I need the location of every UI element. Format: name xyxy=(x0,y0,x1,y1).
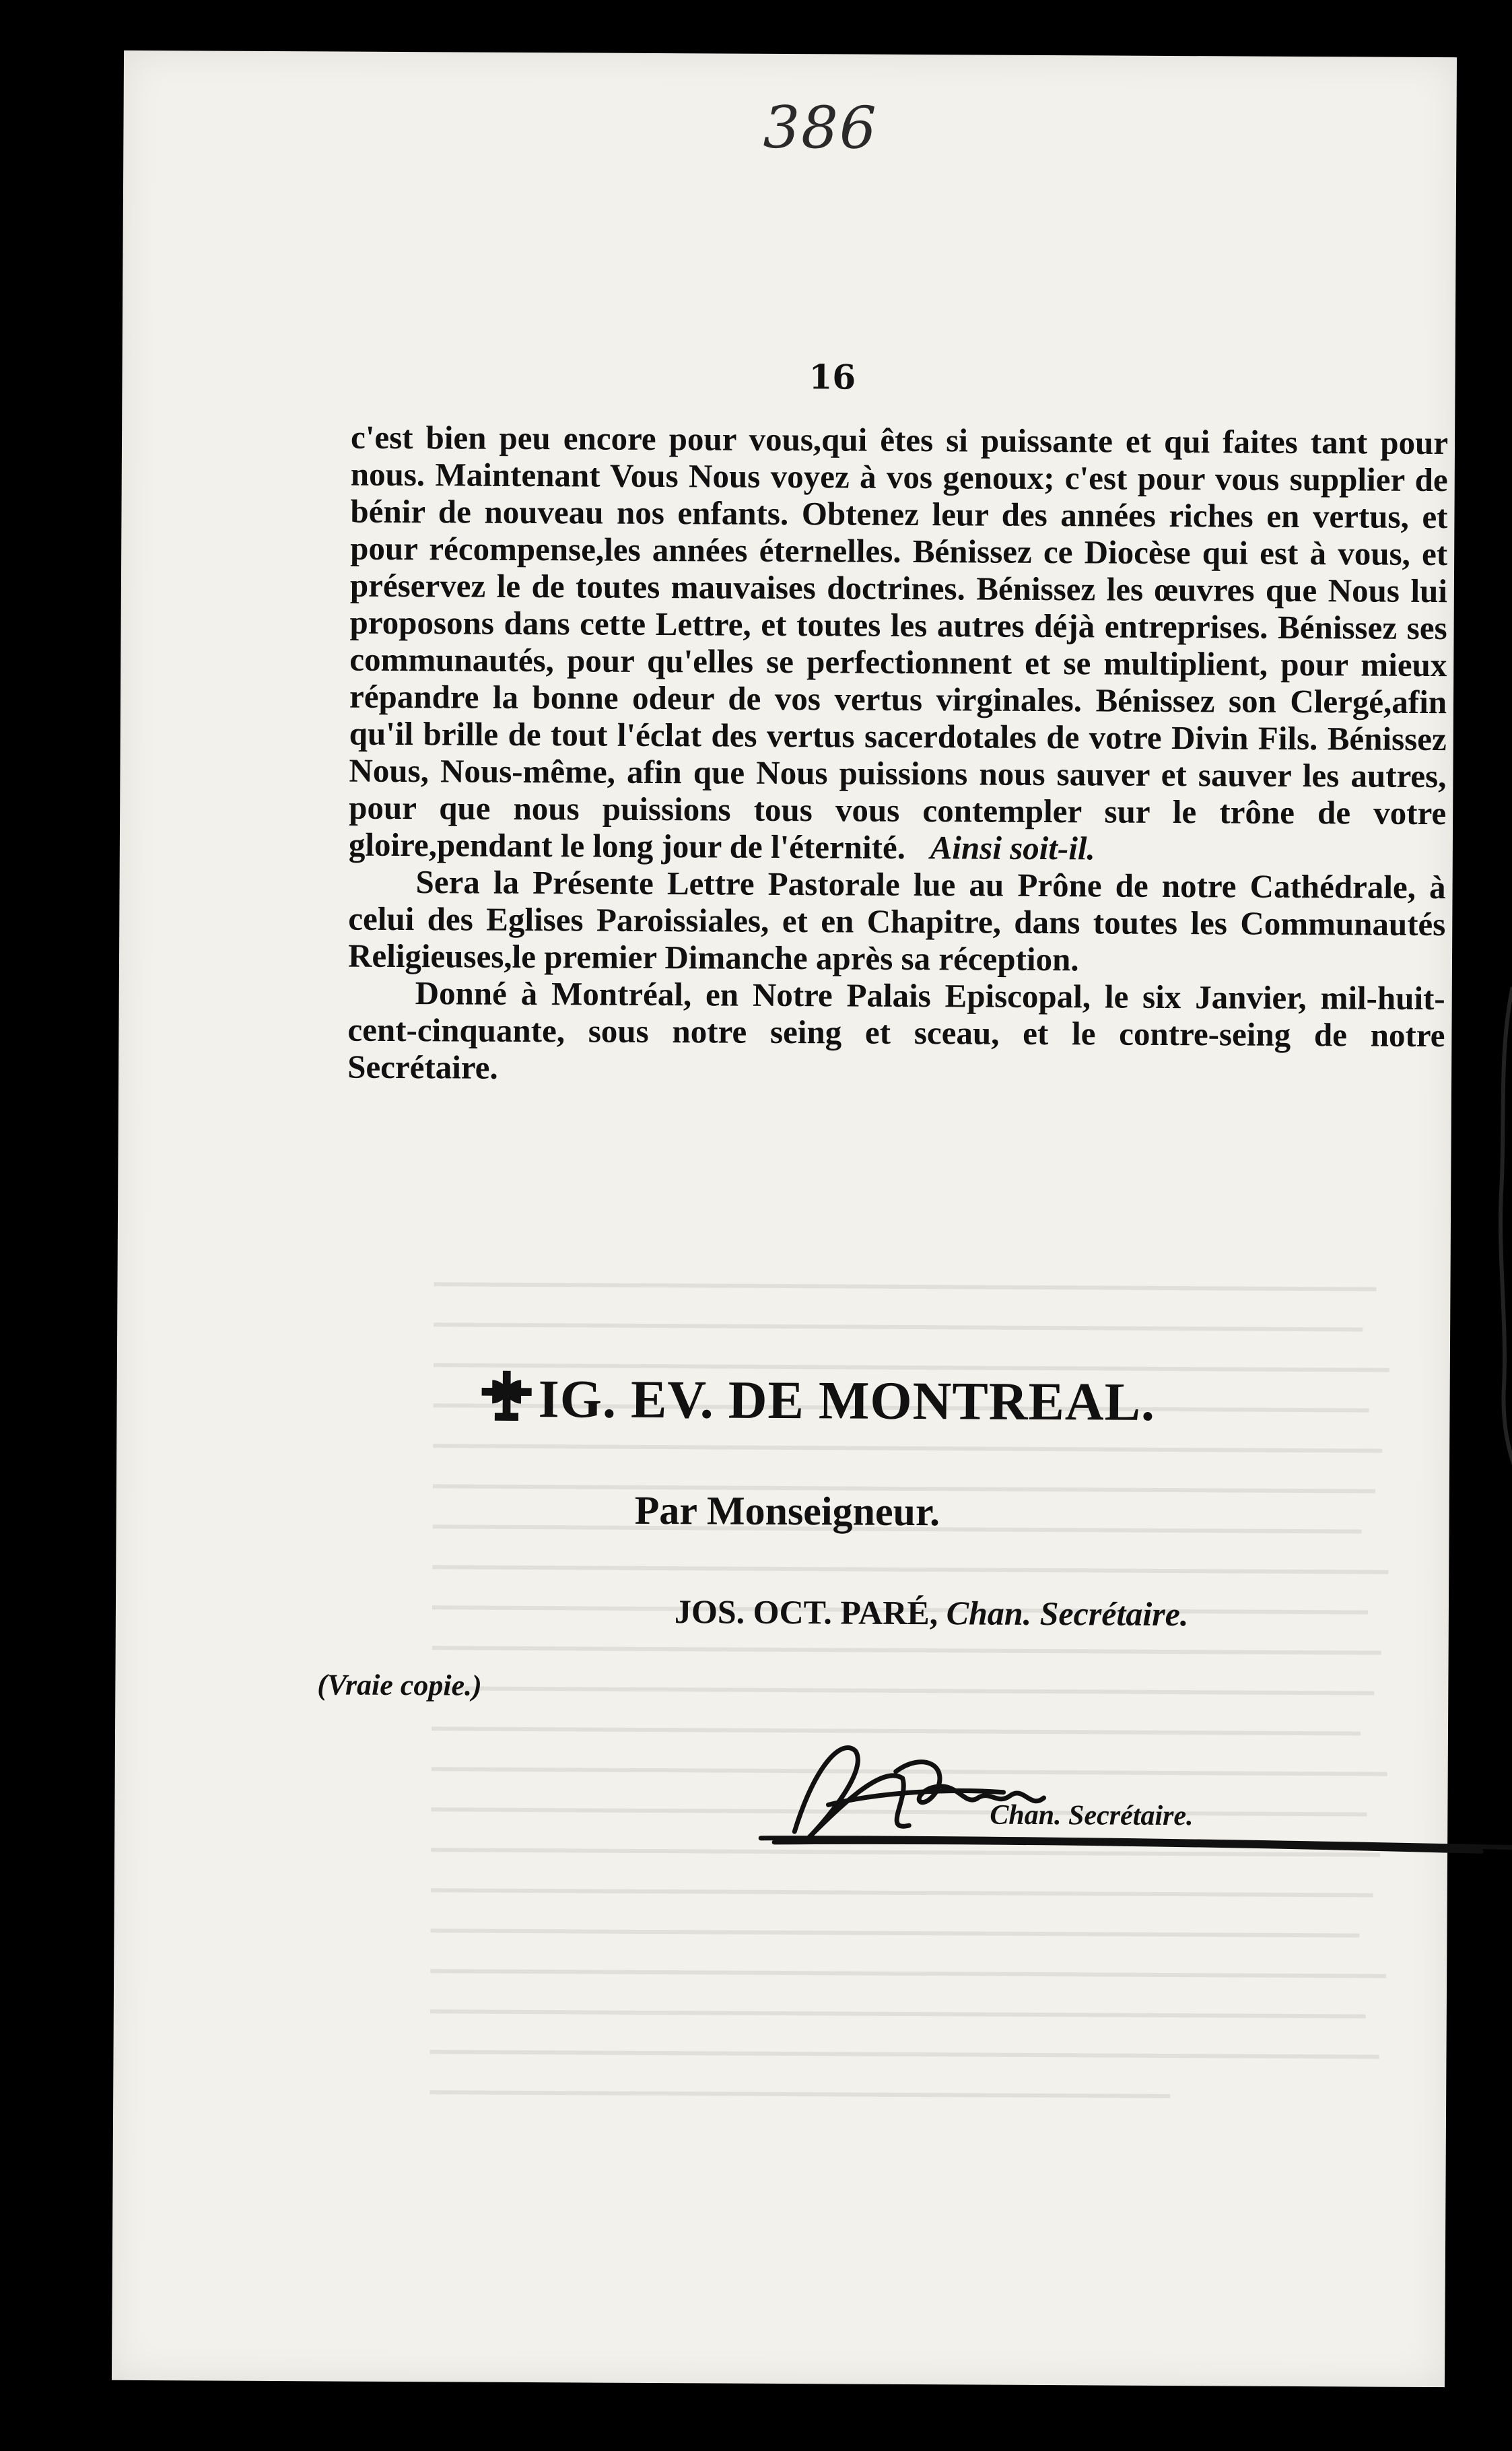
page-number: 16 xyxy=(809,357,856,397)
paragraph-reading-instructions: Sera la Présente Lettre Pastorale lue au Prône de notre Cathédrale, à celui des Eglises Paroissiales, et en Chapitre, dans toutes les Communautés Religieuses,le premier Dimanche après sa réception. xyxy=(347,863,1446,978)
handwritten-page-number: 386 xyxy=(763,94,878,162)
secretary-name: JOS. OCT. PARÉ, xyxy=(674,1592,938,1632)
secretary-title: Chan. Secrétaire. xyxy=(946,1594,1189,1634)
letter-body xyxy=(347,419,1448,1092)
handwritten-signature-title: Chan. Secrétaire. xyxy=(990,1799,1194,1832)
document-page xyxy=(112,51,1457,2387)
page-edge-tear xyxy=(1490,987,1512,1499)
paragraph-prayer-text: c'est bien peu encore pour vous,qui êtes si puissante et qui faites tant pour nous. Maintenant Vous Nous voyez à vos genoux; c'est pour vous supplier de bénir de nouveau nos enfants. Obtenez leur des années riches en vertus, et pour récompense,les années éternelles. Bénissez ce Diocèse qui est à vous, et préservez le de toutes mauvaises doctrines. Bénissez les œuvres que Nous lui proposons dans cette Lettre, et toutes les autres déjà entreprises. Bénissez ses communautés, pour qu'elles se perfectionnent et se multiplient, pour mieux répandre la bonne odeur de vos vertus virginales. Bénissez son Clergé,afin qu'il brille de tout l'éclat des vertus sacerdotales de votre Divin Fils. Bénissez Nous, Nous-même, afin que Nous puissions nous sauver et sauver les autres, pour que nous puissions tous vous contempler sur le trône de votre gloire,pendant le long jour de l'éternité. xyxy=(348,418,1449,866)
true-copy-note: (Vraie copie.) xyxy=(317,1668,482,1702)
handwritten-signature xyxy=(707,1723,1512,1862)
cross-icon xyxy=(480,1370,532,1422)
secretary-line xyxy=(675,1592,1189,1634)
bishop-signature xyxy=(480,1369,1355,1435)
paragraph-given-at: Donné à Montréal, en Notre Palais Episcopal, le six Janvier, mil-huit-cent-cinquante, sous notre seing et sceau, et le contre-seing de notre Secrétaire. xyxy=(347,974,1445,1086)
par-monseigneur: Par Monseigneur. xyxy=(634,1487,940,1535)
closing-phrase: Ainsi soit-il. xyxy=(930,829,1095,867)
paragraph-prayer xyxy=(349,419,1448,869)
bishop-signature-text: IG. EV. DE MONTREAL. xyxy=(538,1370,1156,1432)
